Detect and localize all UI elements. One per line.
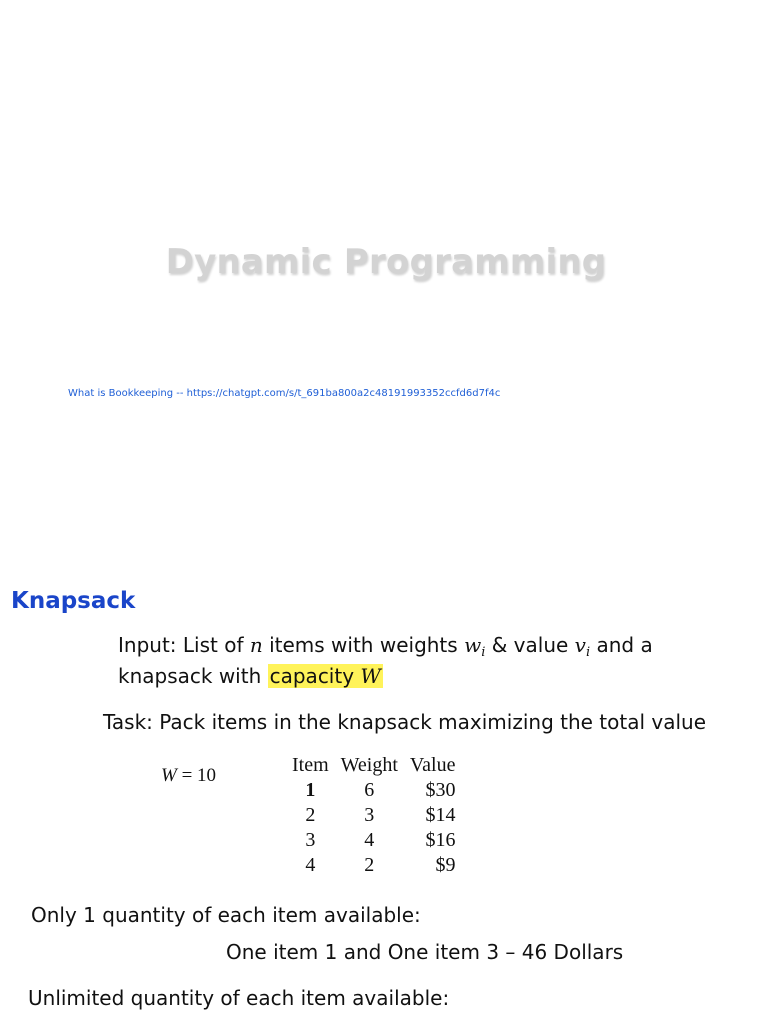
cell-item: 1 xyxy=(305,779,316,801)
input-prefix: Input: List of xyxy=(118,633,250,657)
input-mid1: items with weights xyxy=(262,633,465,657)
input-suffix: and a xyxy=(590,633,653,657)
bookkeeping-link[interactable]: What is Bookkeeping -- https://chatgpt.com/s/t_691ba800a2c48191993352ccfd6d7f4c xyxy=(68,388,501,399)
task-line: Task: Pack items in the knapsack maximizing the total value xyxy=(103,710,707,734)
cell-weight: 2 xyxy=(364,854,375,876)
header-item: Item xyxy=(292,753,329,776)
capacity-highlight: capacity W xyxy=(269,664,381,688)
table-row xyxy=(286,778,461,803)
input-mid2: & value xyxy=(485,633,575,657)
cell-item: 2 xyxy=(305,804,316,826)
cell-value: $30 xyxy=(425,779,456,801)
var-v-i: $v_i$ xyxy=(574,633,591,660)
table-header-row xyxy=(286,752,461,778)
slide-title: Dynamic Programming xyxy=(165,242,607,282)
header-weight: Weight xyxy=(340,753,398,776)
cell-weight: 4 xyxy=(364,829,375,851)
knapsack-heading: Knapsack xyxy=(11,588,136,614)
cell-weight: 6 xyxy=(364,779,375,801)
table-row xyxy=(286,803,461,828)
only-one-line: Only 1 quantity of each item available: xyxy=(31,903,421,927)
answer-line: One item 1 and One item 3 – 46 Dollars xyxy=(226,940,624,964)
input-line-1 xyxy=(118,633,653,660)
input-line2-prefix: knapsack with xyxy=(118,664,268,688)
cell-value: $14 xyxy=(425,804,456,826)
var-w-i: $w_i$ xyxy=(464,633,486,660)
var-n: n xyxy=(249,633,263,657)
capacity-equation: W = 10 xyxy=(161,765,217,786)
cell-value: $9 xyxy=(435,854,456,876)
cell-weight: 3 xyxy=(364,804,375,826)
items-table xyxy=(286,752,461,878)
cell-value: $16 xyxy=(425,829,456,851)
unlimited-line: Unlimited quantity of each item available: xyxy=(28,986,450,1010)
cell-item: 4 xyxy=(305,854,316,876)
table-row xyxy=(286,828,461,853)
header-value: Value xyxy=(409,753,456,776)
table-row xyxy=(286,853,461,878)
cell-item: 3 xyxy=(305,829,316,851)
input-line-2 xyxy=(118,664,383,688)
